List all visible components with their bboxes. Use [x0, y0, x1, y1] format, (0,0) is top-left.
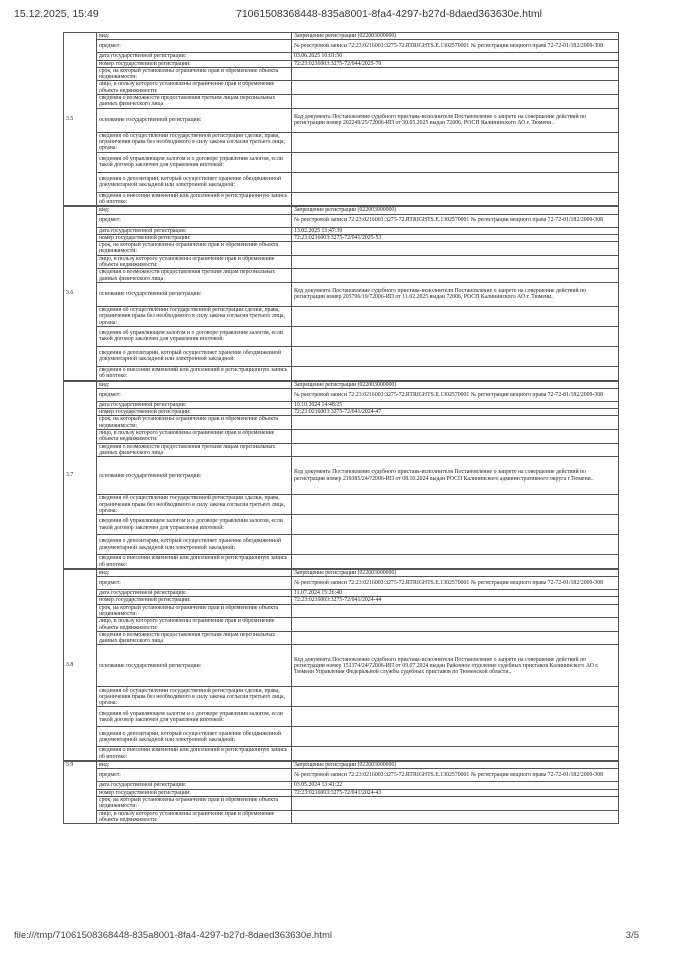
- value-vid: Запрещение регистрации (022003000000): [292, 207, 619, 214]
- value-depozit: [292, 727, 619, 747]
- label-soglasie: сведения об осуществлении государственной регистрации сделки, права, ограничения права без необходимого в силу закона согласия третьего лица, органа:: [97, 687, 292, 707]
- value-osnovanie: Код документа Постановление судебного пристава-исполнителя Постановление о запрете на совершение действий по регистрации номер 151374/24/72006-ИП от 09.07.2024 выдан Районное отделение судебных приставов Калининского АО г. Тюмени Управления Федеральной службы судебных приставов по Тюменской области..: [292, 645, 619, 687]
- section-3-7: [63, 381, 619, 569]
- label-predmet: предмет:: [97, 577, 292, 590]
- value-osnovanie: Код документа Постановление судебного пристава-исполнителя Постановление о запрете на совершение действий по регистрации номер 202249/25/72006-ИП от 30.05.2025 выдан 72006, РОСП Калининского АО г. Тюмени..: [292, 108, 619, 132]
- value-vid: Запрещение регистрации (022003000000): [292, 569, 619, 576]
- section-3-8: [63, 569, 619, 761]
- label-vid: вид:: [97, 381, 292, 388]
- label-vid: вид:: [97, 33, 292, 40]
- label-svedenia-tretih: сведения о возможности предоставления третьим лицам персональных данных физического лица: [97, 95, 292, 109]
- label-data: дата государственной регистрации:: [97, 227, 292, 234]
- section-number: 3.6: [64, 207, 97, 380]
- label-data: дата государственной регистрации:: [97, 590, 292, 597]
- value-nomer: 72:23:0216003:3275-72/041/2025-53: [292, 234, 619, 241]
- section-number: 3.7: [64, 381, 97, 568]
- value-srok: [292, 67, 619, 81]
- value-osnovanie: Код документа Постановление судебного пристава-исполнителя Постановление о запрете на совершение действий по регистрации номер 219385/24/72006-ИП от 08.10.2024 выдан РОСП Калининского административного округа г.Тюмени..: [292, 457, 619, 495]
- value-izmen: [292, 192, 619, 206]
- value-lico: [292, 255, 619, 269]
- value-soglasie: [292, 495, 619, 515]
- value-depozit: [292, 346, 619, 366]
- value-depozit: [292, 535, 619, 555]
- value-izmen: [292, 747, 619, 761]
- section-3-6: [63, 206, 619, 380]
- label-nomer: номер государственной регистрации:: [97, 60, 292, 67]
- label-svedenia-tretih: сведения о возможности предоставления третьим лицам персональных данных физического лица: [97, 269, 292, 283]
- value-svedenia-tretih: [292, 95, 619, 109]
- page-number: 3/5: [625, 930, 639, 941]
- label-nomer: номер государственной регистрации:: [97, 409, 292, 416]
- label-data: дата государственной регистрации:: [97, 782, 292, 789]
- label-osnovanie: основание государственной регистрации:: [97, 108, 292, 132]
- value-upravl: [292, 152, 619, 172]
- label-lico: лицо, в пользу которого установлены ограничение прав и обременение объекта недвижимости:: [97, 618, 292, 632]
- label-upravl: сведения об управляющем залогом и о договоре управления залогом, если такой договор заключен для управления ипотекой:: [97, 515, 292, 535]
- label-data: дата государственной регистрации:: [97, 53, 292, 60]
- label-lico: лицо, в пользу которого установлены ограничение прав и обременение объекта недвижимости:: [97, 810, 292, 824]
- label-depozit: сведения о депозитарии, который осуществляет хранение обездвиженной документарной закладной или электронной закладной:: [97, 172, 292, 192]
- section-number: 3.5: [64, 33, 97, 206]
- value-predmet: № реестровой записи 72:23:0216003:3275-72.RTRIGHTS.E.1302570001 № регистрации вещного права 72-72-01/182/2009-308: [292, 40, 619, 53]
- label-nomer: номер государственной регистрации:: [97, 597, 292, 604]
- value-nomer: 72:23:0216003:3275-72/041/2024-47: [292, 409, 619, 416]
- value-depozit: [292, 172, 619, 192]
- label-predmet: предмет:: [97, 388, 292, 401]
- value-lico: [292, 618, 619, 632]
- label-soglasie: сведения об осуществлении государственной регистрации сделки, права, ограничения права без необходимого в силу закона согласия третьего лица, органа:: [97, 306, 292, 326]
- value-vid: Запрещение регистрации (022003000000): [292, 381, 619, 388]
- label-predmet: предмет:: [97, 214, 292, 227]
- value-predmet: № реестровой записи 72:23:0216003:3275-72.RTRIGHTS.E.1302570001 № регистрации вещного права 72-72-01/182/2009-308: [292, 577, 619, 590]
- label-vid: вид:: [97, 207, 292, 214]
- value-nomer: 72:23:0216003:3275-72/044/2025-70: [292, 60, 619, 67]
- label-soglasie: сведения об осуществлении государственной регистрации сделки, права, ограничения права без необходимого в силу закона согласия третьего лица, органа:: [97, 132, 292, 152]
- value-data: 13.02.2025 13:47:39: [292, 227, 619, 234]
- value-srok: [292, 242, 619, 256]
- label-vid: вид:: [97, 762, 292, 769]
- value-srok: [292, 796, 619, 810]
- value-izmen: [292, 555, 619, 569]
- label-lico: лицо, в пользу которого установлены ограничение прав и обременение объекта недвижимости:: [97, 81, 292, 95]
- label-srok: срок, на который установлены ограничение прав и обременение объекта недвижимости:: [97, 604, 292, 618]
- label-predmet: предмет:: [97, 40, 292, 53]
- encumbrance-table: [63, 32, 612, 824]
- value-upravl: [292, 707, 619, 727]
- label-upravl: сведения об управляющем залогом и о договоре управления залогом, если такой договор заключен для управления ипотекой:: [97, 707, 292, 727]
- value-data: 03.05.2024 13:41:22: [292, 782, 619, 789]
- value-srok: [292, 604, 619, 618]
- value-data: 03.06.2025 10:01:56: [292, 53, 619, 60]
- value-data: 11.07.2024 15:26:40: [292, 590, 619, 597]
- label-osnovanie: основание государственной регистрации:: [97, 457, 292, 495]
- value-svedenia-tretih: [292, 443, 619, 457]
- value-nomer: 72:23:0216003:3275-72/041/2024-44: [292, 597, 619, 604]
- value-soglasie: [292, 132, 619, 152]
- label-nomer: номер государственной регистрации:: [97, 234, 292, 241]
- value-predmet: № реестровой записи 72:23:0216003:3275-72.RTRIGHTS.E.1302570001 № регистрации вещного права 72-72-01/182/2009-308: [292, 769, 619, 782]
- section-3-5: [63, 32, 619, 206]
- label-upravl: сведения об управляющем залогом и о договоре управления залогом, если такой договор заключен для управления ипотекой:: [97, 326, 292, 346]
- label-depozit: сведения о депозитарии, который осуществляет хранение обездвиженной документарной закладной или электронной закладной:: [97, 535, 292, 555]
- value-lico: [292, 81, 619, 95]
- label-soglasie: сведения об осуществлении государственной регистрации сделки, права, ограничения права без необходимого в силу закона согласия третьего лица, органа:: [97, 495, 292, 515]
- value-svedenia-tretih: [292, 631, 619, 645]
- value-svedenia-tretih: [292, 269, 619, 283]
- value-upravl: [292, 515, 619, 535]
- label-osnovanie: основание государственной регистрации:: [97, 645, 292, 687]
- value-soglasie: [292, 687, 619, 707]
- label-data: дата государственной регистрации:: [97, 401, 292, 408]
- label-izmen: сведения о внесении изменений или дополнений в регистрационную запись об ипотеке:: [97, 555, 292, 569]
- label-srok: срок, на который установлены ограничение прав и обременение объекта недвижимости:: [97, 67, 292, 81]
- value-izmen: [292, 366, 619, 380]
- label-predmet: предмет:: [97, 769, 292, 782]
- label-vid: вид:: [97, 569, 292, 576]
- file-path: file:///tmp/71061508368448-835a8001-8fa4-4297-b27d-8daed363630e.html: [14, 930, 332, 941]
- value-data: 10.10.2024 14:48:25: [292, 401, 619, 408]
- label-upravl: сведения об управляющем залогом и о договоре управления залогом, если такой договор заключен для управления ипотекой:: [97, 152, 292, 172]
- label-svedenia-tretih: сведения о возможности предоставления третьим лицам персональных данных физического лица: [97, 443, 292, 457]
- label-nomer: номер государственной регистрации:: [97, 789, 292, 796]
- value-osnovanie: Код документа Постановление судебного пристава-исполнителя Постановление о запрете на совершение действий по регистрации номер 205796/19/72006-ИП от 11.02.2025 выдан 72006, РОСП Калининского АО г. Тюмени..: [292, 282, 619, 306]
- section-number: 3.9: [64, 762, 97, 824]
- print-datetime: 15.12.2025, 15:49: [14, 8, 99, 20]
- value-vid: Запрещение регистрации (022003000000): [292, 762, 619, 769]
- label-srok: срок, на который установлены ограничение прав и обременение объекта недвижимости:: [97, 242, 292, 256]
- label-izmen: сведения о внесении изменений или дополнений в регистрационную запись об ипотеке:: [97, 366, 292, 380]
- value-upravl: [292, 326, 619, 346]
- value-soglasie: [292, 306, 619, 326]
- document-title: 71061508368448-835a8001-8fa4-4297-b27d-8daed363630e.html: [236, 8, 542, 20]
- label-lico: лицо, в пользу которого установлены ограничение прав и обременение объекта недвижимости:: [97, 430, 292, 444]
- label-depozit: сведения о депозитарии, который осуществляет хранение обездвиженной документарной закладной или электронной закладной:: [97, 727, 292, 747]
- label-srok: срок, на который установлены ограничение прав и обременение объекта недвижимости:: [97, 416, 292, 430]
- label-depozit: сведения о депозитарии, который осуществляет хранение обездвиженной документарной закладной или электронной закладной:: [97, 346, 292, 366]
- section-3-9: [63, 761, 619, 824]
- label-izmen: сведения о внесении изменений или дополнений в регистрационную запись об ипотеке:: [97, 747, 292, 761]
- label-izmen: сведения о внесении изменений или дополнений в регистрационную запись об ипотеке:: [97, 192, 292, 206]
- label-lico: лицо, в пользу которого установлены ограничение прав и обременение объекта недвижимости:: [97, 255, 292, 269]
- value-vid: Запрещение регистрации (022003000000): [292, 33, 619, 40]
- section-number: 3.8: [64, 569, 97, 760]
- value-lico: [292, 810, 619, 824]
- value-predmet: № реестровой записи 72:23:0216003:3275-72.RTRIGHTS.E.1302570001 № регистрации вещного права 72-72-01/182/2009-308: [292, 214, 619, 227]
- value-srok: [292, 416, 619, 430]
- label-svedenia-tretih: сведения о возможности предоставления третьим лицам персональных данных физического лица: [97, 631, 292, 645]
- value-nomer: 72:23:0216003:3275-72/041/2024-43: [292, 789, 619, 796]
- value-lico: [292, 430, 619, 444]
- label-osnovanie: основание государственной регистрации:: [97, 282, 292, 306]
- value-predmet: № реестровой записи 72:23:0216003:3275-72.RTRIGHTS.E.1302570001 № регистрации вещного права 72-72-01/182/2009-308: [292, 388, 619, 401]
- label-srok: срок, на который установлены ограничение прав и обременение объекта недвижимости:: [97, 796, 292, 810]
